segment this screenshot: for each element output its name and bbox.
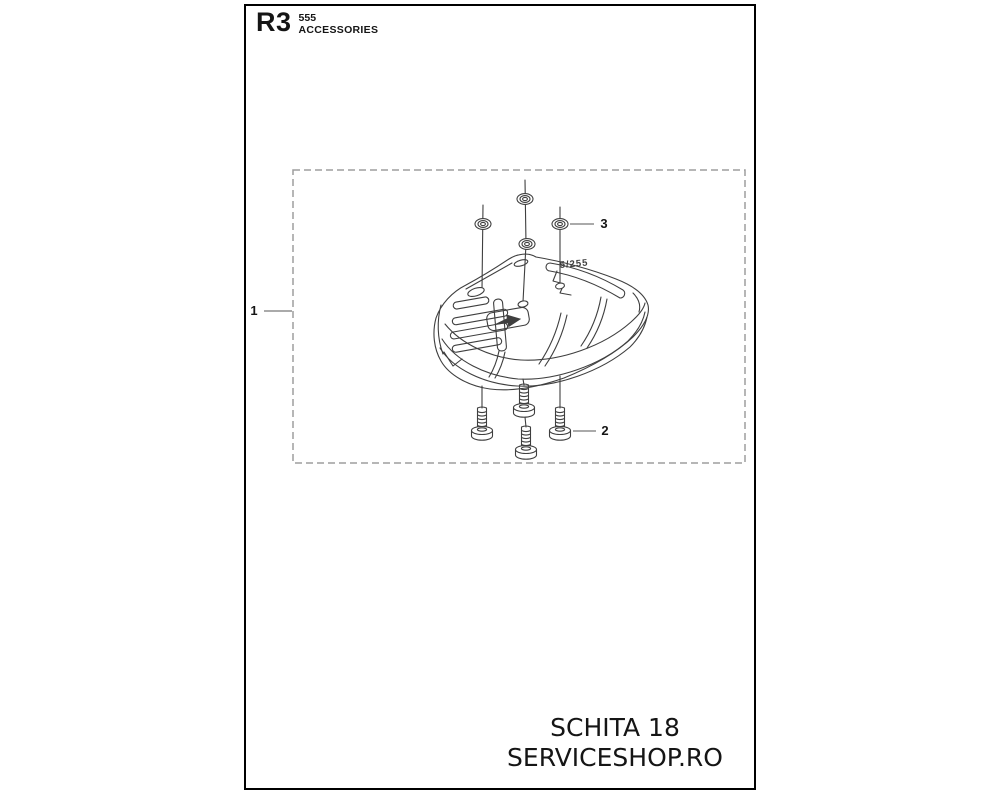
callout-leader-lines <box>264 224 596 431</box>
model-number: 555 <box>298 12 317 24</box>
section-title: ACCESSORIES <box>298 24 379 36</box>
diagram-boundary-box <box>293 170 745 463</box>
mounting-holes <box>467 282 565 308</box>
locknut-icon <box>552 219 568 230</box>
footer-sheet-title: SCHITA 18 <box>550 713 680 742</box>
guard-shield-drawing <box>434 254 648 390</box>
footer-site-name: SERVICESHOP.RO <box>507 743 723 772</box>
screw-icon <box>516 426 537 459</box>
screw-icon <box>472 407 493 440</box>
section-code: R3 <box>256 7 292 37</box>
callout-label-3: 3 <box>600 216 608 231</box>
footer-watermark <box>465 713 765 773</box>
screw-icon <box>550 407 571 440</box>
callout-label-2: 2 <box>601 423 609 438</box>
guard-part-marking: 5/255 <box>559 257 589 271</box>
locknut-icon <box>519 239 535 250</box>
locknut-icon <box>475 219 491 230</box>
callout-label-1: 1 <box>250 303 258 318</box>
locknut-icon <box>517 194 533 205</box>
